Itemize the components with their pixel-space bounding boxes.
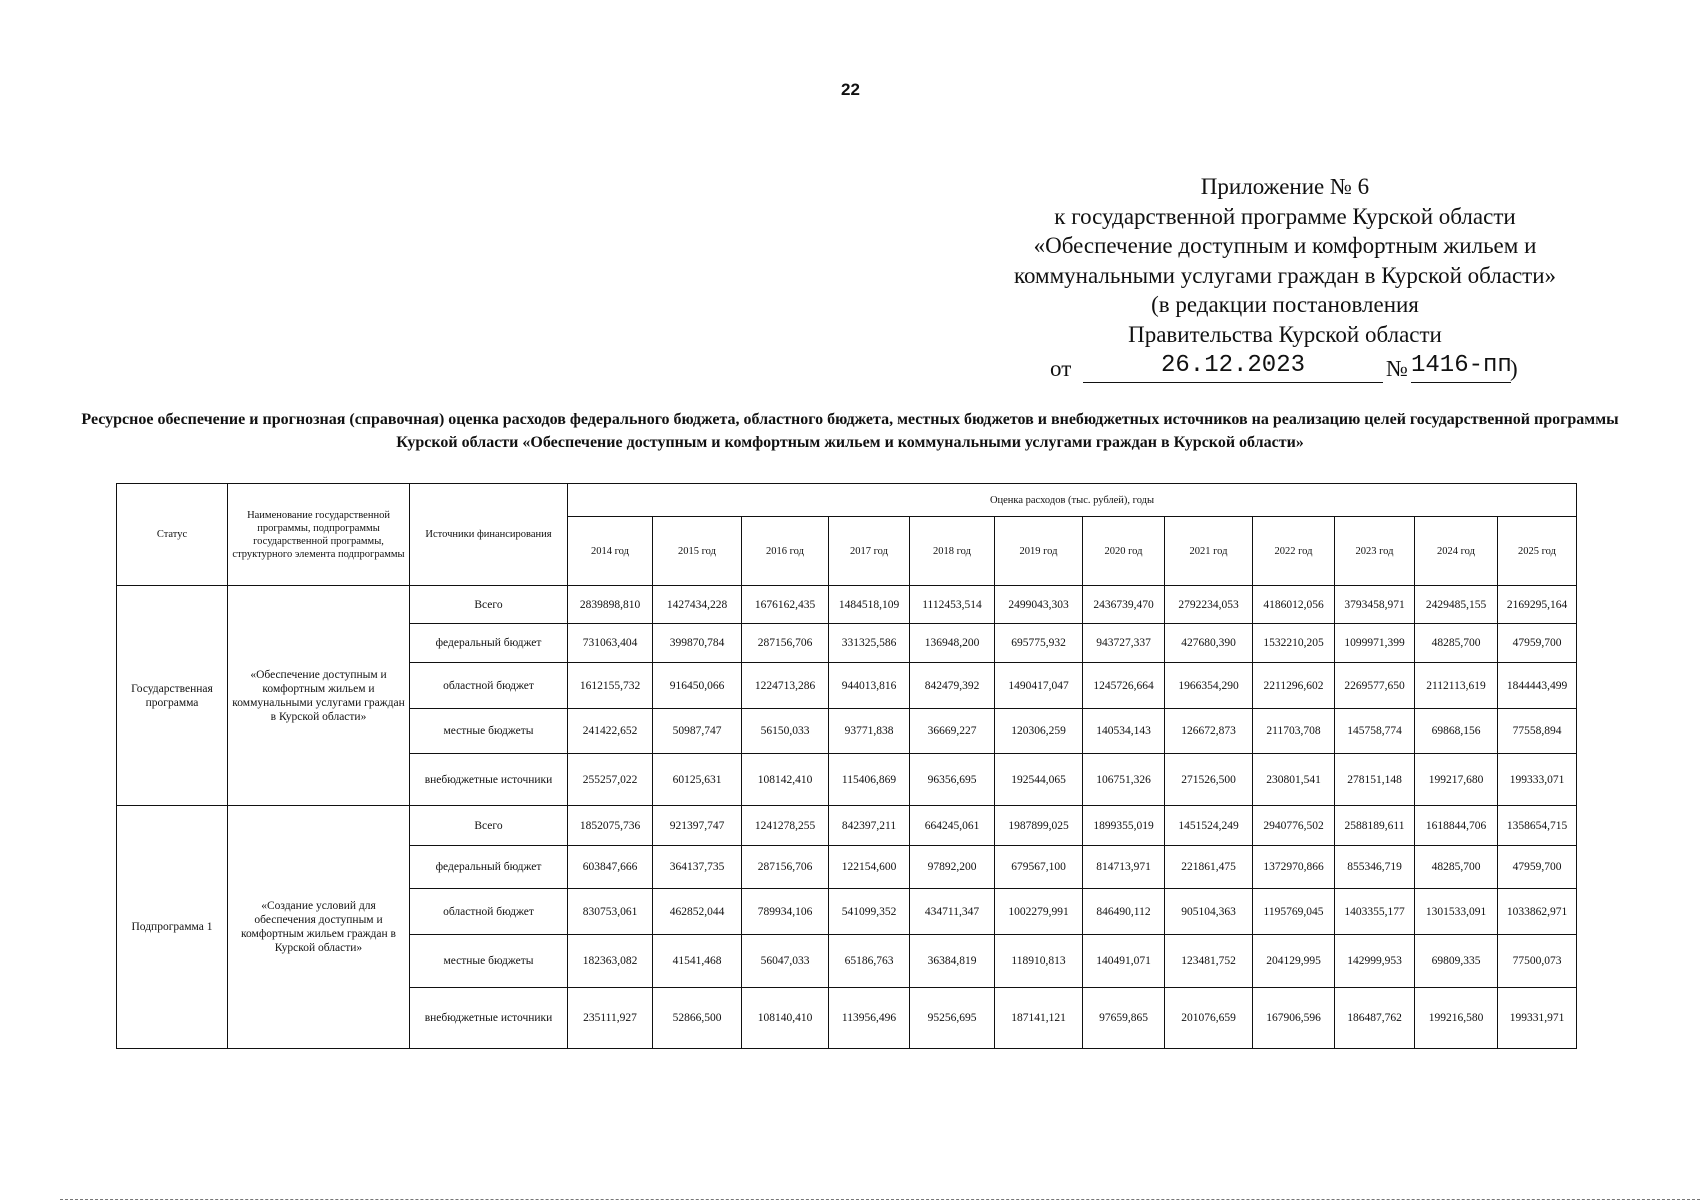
value-cell: 106751,326 (1083, 754, 1165, 806)
header-year: 2019 год (995, 517, 1083, 586)
source-cell: внебюджетные источники (410, 988, 568, 1049)
value-cell: 842397,211 (829, 806, 910, 846)
value-cell: 69809,335 (1415, 935, 1498, 988)
value-cell: 187141,121 (995, 988, 1083, 1049)
value-cell: 77500,073 (1498, 935, 1577, 988)
value-cell: 48285,700 (1415, 624, 1498, 663)
value-cell: 136948,200 (910, 624, 995, 663)
value-cell: 255257,022 (568, 754, 653, 806)
value-cell: 1099971,399 (1335, 624, 1415, 663)
header-status: Статус (117, 484, 228, 586)
value-cell: 1033862,971 (1498, 889, 1577, 935)
program-name-cell: «Создание условий для обеспечения доступным и комфортным жильем граждан в Курской области» (228, 806, 410, 1049)
value-cell: 140491,071 (1083, 935, 1165, 988)
from-label: от (1050, 356, 1072, 381)
value-cell: 140534,143 (1083, 709, 1165, 754)
source-cell: областной бюджет (410, 889, 568, 935)
value-cell: 1612155,732 (568, 663, 653, 709)
value-cell: 118910,813 (995, 935, 1083, 988)
value-cell: 108140,410 (742, 988, 829, 1049)
value-cell: 364137,735 (653, 846, 742, 889)
value-cell: 1195769,045 (1253, 889, 1335, 935)
value-cell: 123481,752 (1165, 935, 1253, 988)
value-cell: 664245,061 (910, 806, 995, 846)
value-cell: 186487,762 (1335, 988, 1415, 1049)
value-cell: 2211296,602 (1253, 663, 1335, 709)
status-cell: Государственная программа (117, 586, 228, 806)
value-cell: 278151,148 (1335, 754, 1415, 806)
document-title: Ресурсное обеспечение и прогнозная (справочная) оценка расходов федерального бюджета, областного бюджета, местных бюджетов и внебюджетных источников на реализацию целей государственной программы Курской области «Обеспечение доступным и комфортным жильем и коммунальными услугами граждан в Курской области» (81, 411, 1619, 451)
value-cell: 199217,680 (1415, 754, 1498, 806)
value-cell: 1966354,290 (1165, 663, 1253, 709)
source-cell: областной бюджет (410, 663, 568, 709)
value-cell: 211703,708 (1253, 709, 1335, 754)
value-cell: 93771,838 (829, 709, 910, 754)
value-cell: 2269577,650 (1335, 663, 1415, 709)
value-cell: 115406,869 (829, 754, 910, 806)
source-cell: Всего (410, 586, 568, 624)
value-cell: 1844443,499 (1498, 663, 1577, 709)
header-year: 2023 год (1335, 517, 1415, 586)
number-label: № (1386, 356, 1408, 381)
resolution-reference (1050, 352, 1530, 384)
value-cell: 1358654,715 (1498, 806, 1577, 846)
value-cell: 1676162,435 (742, 586, 829, 624)
value-cell: 69868,156 (1415, 709, 1498, 754)
header-year: 2017 год (829, 517, 910, 586)
value-cell: 1484518,109 (829, 586, 910, 624)
value-cell: 182363,082 (568, 935, 653, 988)
value-cell: 1241278,255 (742, 806, 829, 846)
value-cell: 142999,953 (1335, 935, 1415, 988)
value-cell: 122154,600 (829, 846, 910, 889)
appendix-header (990, 172, 1580, 349)
value-cell: 399870,784 (653, 624, 742, 663)
value-cell: 2112113,619 (1415, 663, 1498, 709)
value-cell: 204129,995 (1253, 935, 1335, 988)
header-year: 2025 год (1498, 517, 1577, 586)
header-year: 2014 год (568, 517, 653, 586)
value-cell: 1451524,249 (1165, 806, 1253, 846)
value-cell: 1301533,091 (1415, 889, 1498, 935)
value-cell: 1372970,866 (1253, 846, 1335, 889)
budget-table (116, 483, 1577, 1049)
value-cell: 50987,747 (653, 709, 742, 754)
status-cell: Подпрограмма 1 (117, 806, 228, 1049)
value-cell: 1002279,991 (995, 889, 1083, 935)
table-row (117, 806, 1577, 846)
value-cell: 96356,695 (910, 754, 995, 806)
value-cell: 287156,706 (742, 846, 829, 889)
value-cell: 120306,259 (995, 709, 1083, 754)
header-estimate: Оценка расходов (тыс. рублей), годы (568, 484, 1577, 517)
appendix-line: к государственной программе Курской области (1054, 203, 1516, 229)
value-cell: 1427434,228 (653, 586, 742, 624)
header-year: 2016 год (742, 517, 829, 586)
table-row (117, 586, 1577, 624)
value-cell: 77558,894 (1498, 709, 1577, 754)
value-cell: 2792234,053 (1165, 586, 1253, 624)
value-cell: 2429485,155 (1415, 586, 1498, 624)
value-cell: 944013,816 (829, 663, 910, 709)
header-year: 2020 год (1083, 517, 1165, 586)
source-cell: местные бюджеты (410, 935, 568, 988)
value-cell: 789934,106 (742, 889, 829, 935)
value-cell: 235111,927 (568, 988, 653, 1049)
header-year: 2015 год (653, 517, 742, 586)
header-year: 2022 год (1253, 517, 1335, 586)
value-cell: 2940776,502 (1253, 806, 1335, 846)
value-cell: 603847,666 (568, 846, 653, 889)
header-name: Наименование государственной программы, подпрограммы государственной программы, структурного элемента подпрограммы (228, 484, 410, 586)
value-cell: 695775,932 (995, 624, 1083, 663)
value-cell: 108142,410 (742, 754, 829, 806)
value-cell: 167906,596 (1253, 988, 1335, 1049)
value-cell: 230801,541 (1253, 754, 1335, 806)
value-cell: 241422,652 (568, 709, 653, 754)
source-cell: местные бюджеты (410, 709, 568, 754)
value-cell: 97659,865 (1083, 988, 1165, 1049)
page-number: 22 (841, 80, 860, 99)
resolution-number: 1416-пп (1411, 352, 1511, 383)
value-cell: 331325,586 (829, 624, 910, 663)
value-cell: 846490,112 (1083, 889, 1165, 935)
source-cell: внебюджетные источники (410, 754, 568, 806)
value-cell: 905104,363 (1165, 889, 1253, 935)
value-cell: 427680,390 (1165, 624, 1253, 663)
header-sources: Источники финансирования (410, 484, 568, 586)
value-cell: 3793458,971 (1335, 586, 1415, 624)
value-cell: 679567,100 (995, 846, 1083, 889)
value-cell: 842479,392 (910, 663, 995, 709)
value-cell: 2839898,810 (568, 586, 653, 624)
appendix-line: Приложение № 6 (1200, 174, 1370, 199)
value-cell: 434711,347 (910, 889, 995, 935)
value-cell: 2588189,611 (1335, 806, 1415, 846)
appendix-line: коммунальными услугами граждан в Курской области» (1013, 262, 1557, 288)
value-cell: 1852075,736 (568, 806, 653, 846)
value-cell: 462852,044 (653, 889, 742, 935)
value-cell: 56047,033 (742, 935, 829, 988)
value-cell: 541099,352 (829, 889, 910, 935)
value-cell: 921397,747 (653, 806, 742, 846)
value-cell: 221861,475 (1165, 846, 1253, 889)
value-cell: 201076,659 (1165, 988, 1253, 1049)
value-cell: 1490417,047 (995, 663, 1083, 709)
value-cell: 2436739,470 (1083, 586, 1165, 624)
value-cell: 47959,700 (1498, 846, 1577, 889)
value-cell: 1532210,205 (1253, 624, 1335, 663)
value-cell: 731063,404 (568, 624, 653, 663)
value-cell: 47959,700 (1498, 624, 1577, 663)
value-cell: 113956,496 (829, 988, 910, 1049)
value-cell: 126672,873 (1165, 709, 1253, 754)
value-cell: 855346,719 (1335, 846, 1415, 889)
value-cell: 48285,700 (1415, 846, 1498, 889)
value-cell: 52866,500 (653, 988, 742, 1049)
value-cell: 1618844,706 (1415, 806, 1498, 846)
value-cell: 916450,066 (653, 663, 742, 709)
value-cell: 65186,763 (829, 935, 910, 988)
value-cell: 1899355,019 (1083, 806, 1165, 846)
value-cell: 36384,819 (910, 935, 995, 988)
value-cell: 1112453,514 (910, 586, 995, 624)
program-name-cell: «Обеспечение доступным и комфортным жильем и коммунальными услугами граждан в Курской области» (228, 586, 410, 806)
header-year: 2018 год (910, 517, 995, 586)
source-cell: федеральный бюджет (410, 846, 568, 889)
value-cell: 60125,631 (653, 754, 742, 806)
appendix-line: (в редакции постановления (1151, 292, 1419, 317)
value-cell: 2169295,164 (1498, 586, 1577, 624)
value-cell: 199333,071 (1498, 754, 1577, 806)
appendix-line: «Обеспечение доступным и комфортным жильем и (1033, 233, 1537, 258)
header-year: 2021 год (1165, 517, 1253, 586)
value-cell: 192544,065 (995, 754, 1083, 806)
value-cell: 830753,061 (568, 889, 653, 935)
value-cell: 56150,033 (742, 709, 829, 754)
close-paren: ) (1510, 356, 1518, 381)
value-cell: 1224713,286 (742, 663, 829, 709)
appendix-line: Правительства Курской области (1128, 321, 1442, 347)
value-cell: 287156,706 (742, 624, 829, 663)
value-cell: 2499043,303 (995, 586, 1083, 624)
value-cell: 1987899,025 (995, 806, 1083, 846)
value-cell: 943727,337 (1083, 624, 1165, 663)
value-cell: 199216,580 (1415, 988, 1498, 1049)
value-cell: 41541,468 (653, 935, 742, 988)
value-cell: 95256,695 (910, 988, 995, 1049)
value-cell: 1245726,664 (1083, 663, 1165, 709)
value-cell: 145758,774 (1335, 709, 1415, 754)
source-cell: Всего (410, 806, 568, 846)
value-cell: 97892,200 (910, 846, 995, 889)
resolution-date: 26.12.2023 (1083, 352, 1383, 383)
source-cell: федеральный бюджет (410, 624, 568, 663)
value-cell: 36669,227 (910, 709, 995, 754)
value-cell: 814713,971 (1083, 846, 1165, 889)
value-cell: 199331,971 (1498, 988, 1577, 1049)
value-cell: 271526,500 (1165, 754, 1253, 806)
value-cell: 1403355,177 (1335, 889, 1415, 935)
value-cell: 4186012,056 (1253, 586, 1335, 624)
header-year: 2024 год (1415, 517, 1498, 586)
